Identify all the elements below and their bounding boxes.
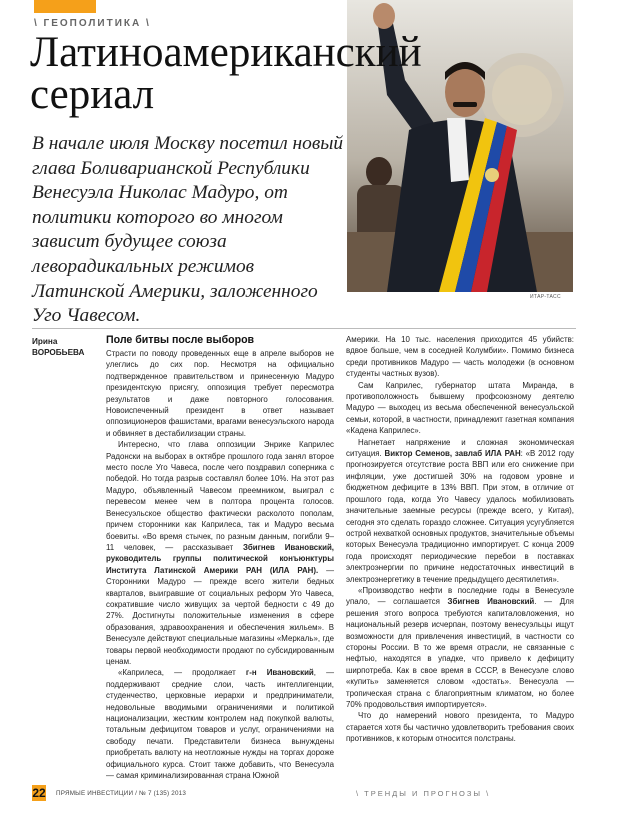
article-title: Латиноамериканский сериал xyxy=(30,29,422,118)
paragraph: «Каприлеса, — продолжает г-н Ивановский, — поддерживают средние слои, часть интеллигенции, студенчество, церковные иерархи и предприниматели, недовольные вводимыми ограничениями и политикой национализации, жестким контролем над покупкой валюты, тотальным дефицитом товаров и услуг, ограничениями на свободу печати. Представители бизнеса вынуждены приобретать валюту на неотложные нужды на торгах дороже официального курса. Стоит также добавить, что Венесуэла — самая криминализированная страна Южной xyxy=(106,668,334,781)
article-lead: В начале июля Москву посетил новый глава Боливарианской Республики Венесуэла Николас Мадуро, от политики которого во многом зависит будущее союза леворадикальных режимов Латинской Америки, заложенного Уго Чавесом. xyxy=(32,133,344,327)
paragraph: Что до намерений нового президента, то Мадуро старается хотя бы частично удовлетворить требования своих противников, к которым относится полстраны. xyxy=(346,711,574,744)
text-column-2 xyxy=(346,334,574,745)
text-column-1 xyxy=(106,334,334,781)
author-last-name: ВОРОБЬЕВА xyxy=(32,348,85,357)
page-number: 22 xyxy=(32,786,46,800)
paragraph: Нагнетает напряжение и сложная экономическая ситуация. Виктор Семенов, завлаб ИЛА РАН: «В 2012 году прогнозируется отсутствие роста ВВП или его снижение при инфляции, уже достигшей 30% на годовом уровне и бюджетном дефиците в 13% ВВП. При этом, в отличие от прошлого года, когда Уго Чавесу удалось мобилизовать значительные заемные ресурсы (прежде всего, у Китая), сегодня это сделать гораздо сложнее. Ситуация усугубляется острой нехваткой основных продуктов, значительные объемы которых Венесуэла традиционно импортирует. С конца 2009 года происходят периодические перебои в поставках электроэнергии по причине недостаточных инвестиций в электроэнергетику в течение предыдущего десятилетия». xyxy=(346,437,574,584)
paragraph: Сам Каприлес, губернатор штата Миранда, в противоположность бывшему профсоюзному деятелю Мадуро — выходец из весьма обеспеченной венесуэльской семьи, которой, в частности, принадлежит газетная компания «Кадена Каприлес». xyxy=(346,380,574,436)
paragraph: Интересно, что глава оппозиции Энрике Каприлес Радонски на выборах в октябре прошлого года занял второе место после Уго Чавеса, после чего поздравил соперника с победой. Но тогда разрыв составлял более 10%. На этот раз Мадуро, объявленный Чавесом преемником, выиграл с перевесом менее чем в полтора процента голосов. Венесуэльское общество фактически расколото пополам, причем сторонники как Каприлеса, так и Мадуро весьма боевиты. «Во время стычек, по разным данным, погибли 9–11 человек, — рассказывает Збигнев Ивановский, руководитель группы политической конъюнктуры Института Латинской Америки РАН (ИЛА РАН). — Сторонники Мадуро — прежде всего жители бедных кварталов, выигравшие от социальных реформ Уго Чавеса, сократившие число живущих за чертой бедности с 49 до 27%. Достигнуты положительные изменения в сфере образования, здравоохранения и обеспечения жильем». В Венесуэле действуют специальные магазины «Меркаль», где товары первой необходимости продают по субсидированным ценам. xyxy=(106,440,334,666)
photo-credit: ИТАР-ТАСС xyxy=(530,294,561,300)
author-first-name: Ирина xyxy=(32,337,58,346)
subheading: Поле битвы после выборов xyxy=(106,334,255,346)
paragraph: «Производство нефти в последние годы в Венесуэле упало, — соглашается Збигнев Ивановский. — Для решения этого вопроса требуются капиталовложения, но национальный резерв исчерпан, поэтому венесуэльцы ищут возможности для привлечения инвестиций, в частности со стороны России. В то же время отрасли, не связанные с нефтью, находятся в упадке, что привело к дефициту ширпотреба. Как в свое время в СССР, в Венесуэле слово «купить» заменяется словом «достать». Венесуэла — тропическая страна с благоприятным климатом, но более 70% продовольствия импортируется». xyxy=(346,585,574,709)
divider xyxy=(32,328,576,329)
section-label: \ ГЕОПОЛИТИКА \ xyxy=(34,18,151,29)
paragraph: Америки. На 10 тыс. населения приходится 45 убийств: вдвое больше, чем в соседней Колумбии». Помимо бизнеса среди противников Мадуро — часть молодежи (в основном студенты частных вузов). xyxy=(346,335,574,379)
author-byline xyxy=(32,336,102,358)
footer-issue: ПРЯМЫЕ ИНВЕСТИЦИИ / № 7 (135) 2013 xyxy=(56,790,187,797)
section-marker-bar xyxy=(34,0,96,13)
paragraph: Страсти по поводу проведенных еще в апреле выборов не улеглись до сих пор. Несмотря на официально подтвержденное правительством и принесенную Мадуро президентскую присягу, оппозиция требует пересмотра результатов и даже повторного голосования. Новоиспеченный президент в ответ называет оппозиционеров фашистами, врагами венесуэльского народа и обвиняет в дестабилизации страны. xyxy=(106,349,334,438)
footer-section: \ ТРЕНДЫ И ПРОГНОЗЫ \ xyxy=(356,789,491,798)
